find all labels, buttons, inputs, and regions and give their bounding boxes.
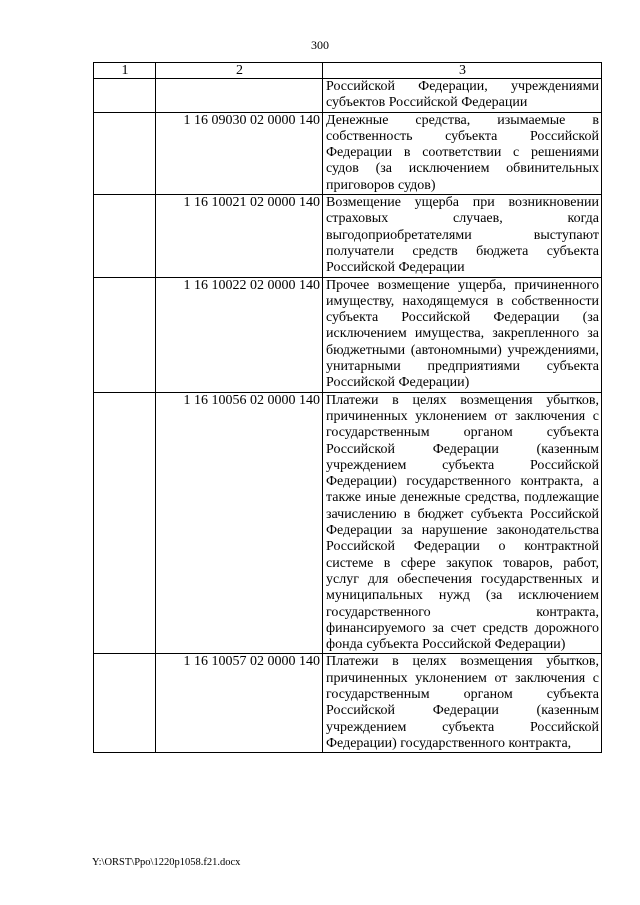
description-cell: Платежи в целях возмещения убытков, причиненных уклонением от заключения с государственным органом субъекта Российской Федерации (казенным учреждением субъекта Российской Федерации) государственного контракта, а также иные денежные средства, подлежащие зачислению в бюджет субъекта Российской Федерации за нарушение законодательства Российской Федерации о контрактной системе в сфере закупок товаров, работ, услуг для обеспечения государственных и муниципальных нужд (за исключением государственного контракта, финансируемого за счет средств дорожного фонда субъекта Российской Федерации) xyxy=(323,392,602,654)
budget-code-cell: 1 16 10021 02 0000 140 xyxy=(156,195,323,277)
page-number: 300 xyxy=(311,38,329,52)
table-row xyxy=(94,277,602,392)
description-cell: Денежные средства, изымаемые в собственность субъекта Российской Федерации в соответствии с решениями судов (за исключением обвинительных приговоров судов) xyxy=(323,112,602,194)
table-row xyxy=(94,195,602,277)
column-header-3: 3 xyxy=(323,63,602,79)
row-number-cell xyxy=(94,654,156,753)
description-cell: Российской Федерации, учреждениями субъектов Российской Федерации xyxy=(323,79,602,113)
budget-code-cell: 1 16 10056 02 0000 140 xyxy=(156,392,323,654)
budget-code-cell: 1 16 10057 02 0000 140 xyxy=(156,654,323,753)
row-number-cell xyxy=(94,112,156,194)
budget-code-cell xyxy=(156,79,323,113)
row-number-cell xyxy=(94,79,156,113)
row-number-cell xyxy=(94,195,156,277)
table-header-row xyxy=(94,63,602,79)
table-row xyxy=(94,392,602,654)
description-cell: Платежи в целях возмещения убытков, причиненных уклонением от заключения с государственным органом субъекта Российской Федерации (казенным учреждением субъекта Российской Федерации) государственного контракта, xyxy=(323,654,602,753)
table-row xyxy=(94,79,602,113)
table-row xyxy=(94,112,602,194)
row-number-cell xyxy=(94,392,156,654)
description-cell: Возмещение ущерба при возникновении страховых случаев, когда выгодоприобретателями выступают получатели средств бюджета субъекта Российской Федерации xyxy=(323,195,602,277)
table-row xyxy=(94,654,602,753)
budget-codes-table xyxy=(93,62,602,753)
budget-code-cell: 1 16 09030 02 0000 140 xyxy=(156,112,323,194)
column-header-1: 1 xyxy=(94,63,156,79)
column-header-2: 2 xyxy=(156,63,323,79)
budget-code-cell: 1 16 10022 02 0000 140 xyxy=(156,277,323,392)
row-number-cell xyxy=(94,277,156,392)
file-path-footer: Y:\ORST\Ppo\1220p1058.f21.docx xyxy=(92,857,241,868)
description-cell: Прочее возмещение ущерба, причиненного имуществу, находящемуся в собственности субъекта Российской Федерации (за исключением имущества, закрепленного за бюджетными (автономными) учреждениями, унитарными предприятиями субъекта Российской Федерации) xyxy=(323,277,602,392)
